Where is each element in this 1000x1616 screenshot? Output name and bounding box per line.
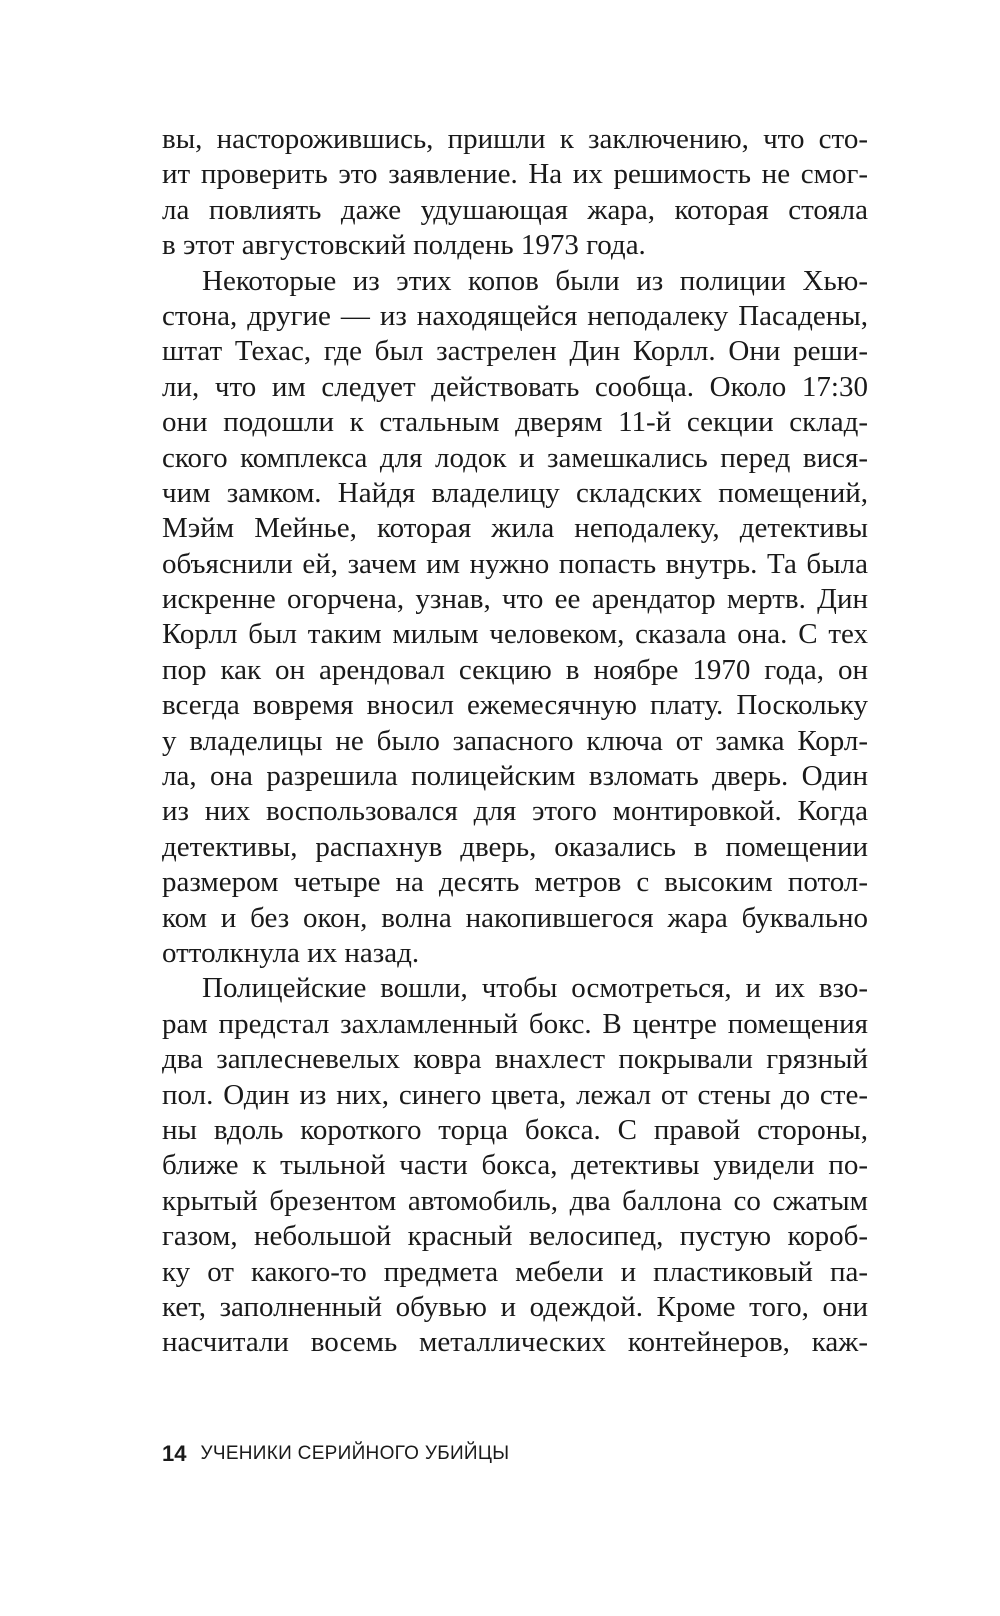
text-line: кет, заполненный обувью и одеждой. Кроме того, они <box>162 1290 868 1323</box>
text-line: ла, она разрешила полицейским взломать дверь. Один <box>162 760 868 793</box>
text-line: штат Техас, где был застрелен Дин Корлл. Они реши- <box>162 335 868 368</box>
body-text <box>162 122 868 1361</box>
text-line: крытый брезентом автомобиль, два баллона со сжатым <box>162 1184 868 1217</box>
text-line: оттолкнула их назад. <box>162 936 420 969</box>
text-line: в этот августовский полдень 1973 года. <box>162 229 646 262</box>
text-line: размером четыре на десять метров с высоким потол- <box>162 866 868 899</box>
text-line: из них воспользовался для этого монтировкой. Когда <box>162 795 868 828</box>
page-footer <box>162 1438 509 1470</box>
text-line: пол. Один из них, синего цвета, лежал от стены до сте- <box>162 1078 868 1111</box>
text-line: ны вдоль короткого торца бокса. С правой стороны, <box>162 1113 868 1146</box>
text-line: рам предстал захламленный бокс. В центре помещения <box>162 1007 868 1040</box>
text-line: стона, другие — из находящейся неподалеку Пасадены, <box>162 299 868 332</box>
text-line: Мэйм Мейнье, которая жила неподалеку, детективы <box>162 512 868 545</box>
text-line: пор как он арендовал секцию в ноябре 1970 года, он <box>162 653 868 686</box>
text-line: ком и без окон, волна накопившегося жара буквально <box>162 901 868 934</box>
text-line: Корлл был таким милым человеком, сказала она. С тех <box>162 618 868 651</box>
page-number: 14 <box>162 1441 187 1466</box>
text-line: чим замком. Найдя владелицу складских помещений, <box>162 476 868 509</box>
text-line: ли, что им следует действовать сообща. Около 17:30 <box>162 370 868 403</box>
text-line: ближе к тыльной части бокса, детективы увидели по- <box>162 1149 868 1182</box>
text-line: ит проверить это заявление. На их решимость не смог- <box>162 158 868 191</box>
text-line: они подошли к стальным дверям 11-й секции склад- <box>162 406 868 439</box>
text-line: Полицейские вошли, чтобы осмотреться, и их взо- <box>202 972 868 1005</box>
running-title: УЧЕНИКИ СЕРИЙНОГО УБИЙЦЫ <box>200 1443 510 1464</box>
text-line: ла повлиять даже удушающая жара, которая стояла <box>162 193 868 226</box>
text-line: Некоторые из этих копов были из полиции Хью- <box>202 264 868 297</box>
text-line: детективы, распахнув дверь, оказались в помещении <box>162 830 868 863</box>
text-line: ского комплекса для лодок и замешкались перед вися- <box>162 441 868 474</box>
text-line: вы, насторожившись, пришли к заключению, что сто- <box>162 123 868 155</box>
text-line: искренне огорчена, узнав, что ее арендатор мертв. Дин <box>162 583 868 616</box>
text-line: ку от какого-то предмета мебели и пластиковый па- <box>162 1255 868 1288</box>
text-line: газом, небольшой красный велосипед, пустую короб- <box>162 1220 868 1253</box>
text-line: два заплесневелых ковра внахлест покрывали грязный <box>162 1043 868 1076</box>
text-line: всегда вовремя вносил ежемесячную плату. Поскольку <box>162 689 868 722</box>
text-line: объяснили ей, зачем им нужно попасть внутрь. Та была <box>162 547 868 580</box>
text-line: насчитали восемь металлических контейнеров, каж- <box>162 1326 868 1359</box>
text-line: у владелицы не было запасного ключа от замка Корл- <box>162 724 868 757</box>
